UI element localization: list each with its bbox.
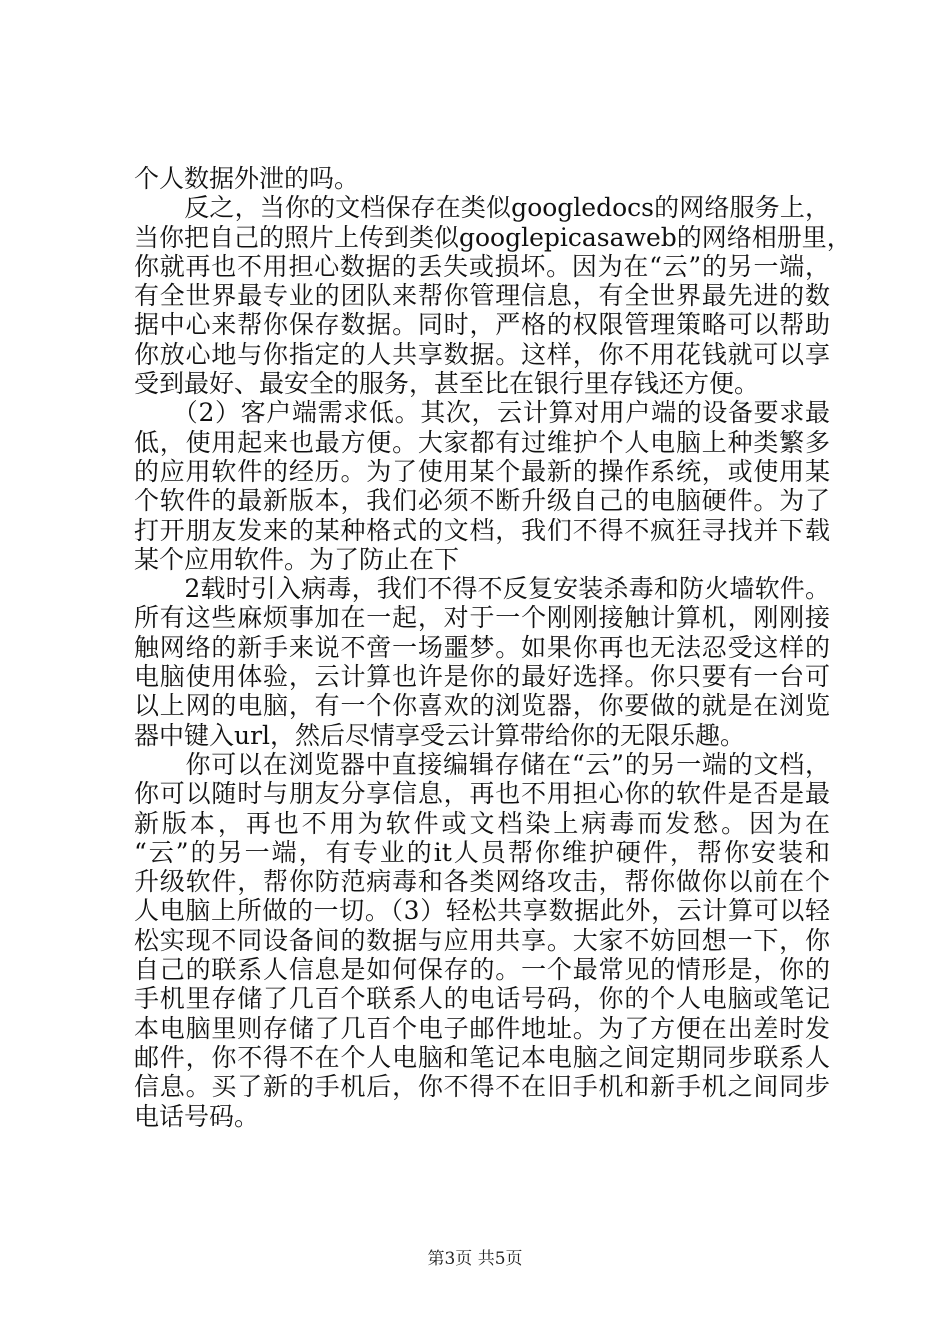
text-line: 本电脑里则存储了几百个电子邮件地址。为了方便在出差时发 [134,1013,830,1043]
text-line: 你可以在浏览器中直接编辑存储在“云”的另一端的文档， [134,749,830,779]
text-line: 个人数据外泄的吗。 [134,164,360,193]
text-line: 反之，当你的文档保存在类似googledocs的网络服务上， [134,193,830,223]
text-line: 信息。买了新的手机后，你不得不在旧手机和新手机之间同步 [134,1072,830,1102]
text-line: 据中心来帮你保存数据。同时，严格的权限管理策略可以帮助 [134,310,830,340]
text-line: 触网络的新手来说不啻一场噩梦。如果你再也无法忍受这样的 [134,632,830,662]
text-line: 你就再也不用担心数据的丢失或损坏。因为在“云”的另一端， [134,251,830,281]
text-line: 新版本，再也不用为软件或文档染上病毒而发愁。因为在 [134,808,830,838]
text-line: 自己的联系人信息是如何保存的。一个最常见的情形是，你的 [134,955,830,985]
text-line: 升级软件，帮你防范病毒和各类网络攻击，帮你做你以前在个 [134,867,830,897]
text-line: 打开朋友发来的某种格式的文档，我们不得不疯狂寻找并下载 [134,515,830,545]
document-body [134,164,852,1131]
text-line: 的应用软件的经历。为了使用某个最新的操作系统，或使用某 [134,456,830,486]
text-line: 以上网的电脑，有一个你喜欢的浏览器，你要做的就是在浏览 [134,691,830,721]
text-line: 松实现不同设备间的数据与应用共享。大家不妨回想一下，你 [134,925,830,955]
page-number-footer: 第3页 共5页 [427,1249,523,1269]
text-line: 手机里存储了几百个联系人的电话号码，你的个人电脑或笔记 [134,984,830,1014]
text-line: 个软件的最新版本，我们必须不断升级自己的电脑硬件。为了 [134,486,830,516]
text-line: 所有这些麻烦事加在一起，对于一个刚刚接触计算机，刚刚接 [134,603,830,633]
text-line: 器中键入url，然后尽情享受云计算带给你的无限乐趣。 [134,720,746,750]
text-line: 2载时引入病毒，我们不得不反复安装杀毒和防火墙软件。 [134,574,830,604]
text-line: 电话号码。 [134,1101,260,1131]
text-line: 有全世界最专业的团队来帮你管理信息，有全世界最先进的数 [134,281,830,311]
text-line: 你放心地与你指定的人共享数据。这样，你不用花钱就可以享 [134,339,830,369]
text-line: 某个应用软件。为了防止在下 [134,544,460,574]
text-line: （2）客户端需求低。其次，云计算对用户端的设备要求最 [134,398,830,428]
text-line: 邮件，你不得不在个人电脑和笔记本电脑之间定期同步联系人 [134,1042,830,1072]
text-line: 受到最好、最安全的服务，甚至比在银行里存钱还方便。 [134,369,760,399]
text-line: “云”的另一端，有专业的it人员帮你维护硬件，帮你安装和 [134,837,830,867]
text-line: 人电脑上所做的一切。（3）轻松共享数据此外，云计算可以轻 [134,896,830,926]
text-line: 低，使用起来也最方便。大家都有过维护个人电脑上种类繁多 [134,427,830,457]
text-line: 你可以随时与朋友分享信息，再也不用担心你的软件是否是最 [134,779,830,809]
text-line: 当你把自己的照片上传到类似googlepicasaweb的网络相册里， [134,222,852,252]
text-line: 电脑使用体验，云计算也许是你的最好选择。你只要有一台可 [134,662,830,692]
